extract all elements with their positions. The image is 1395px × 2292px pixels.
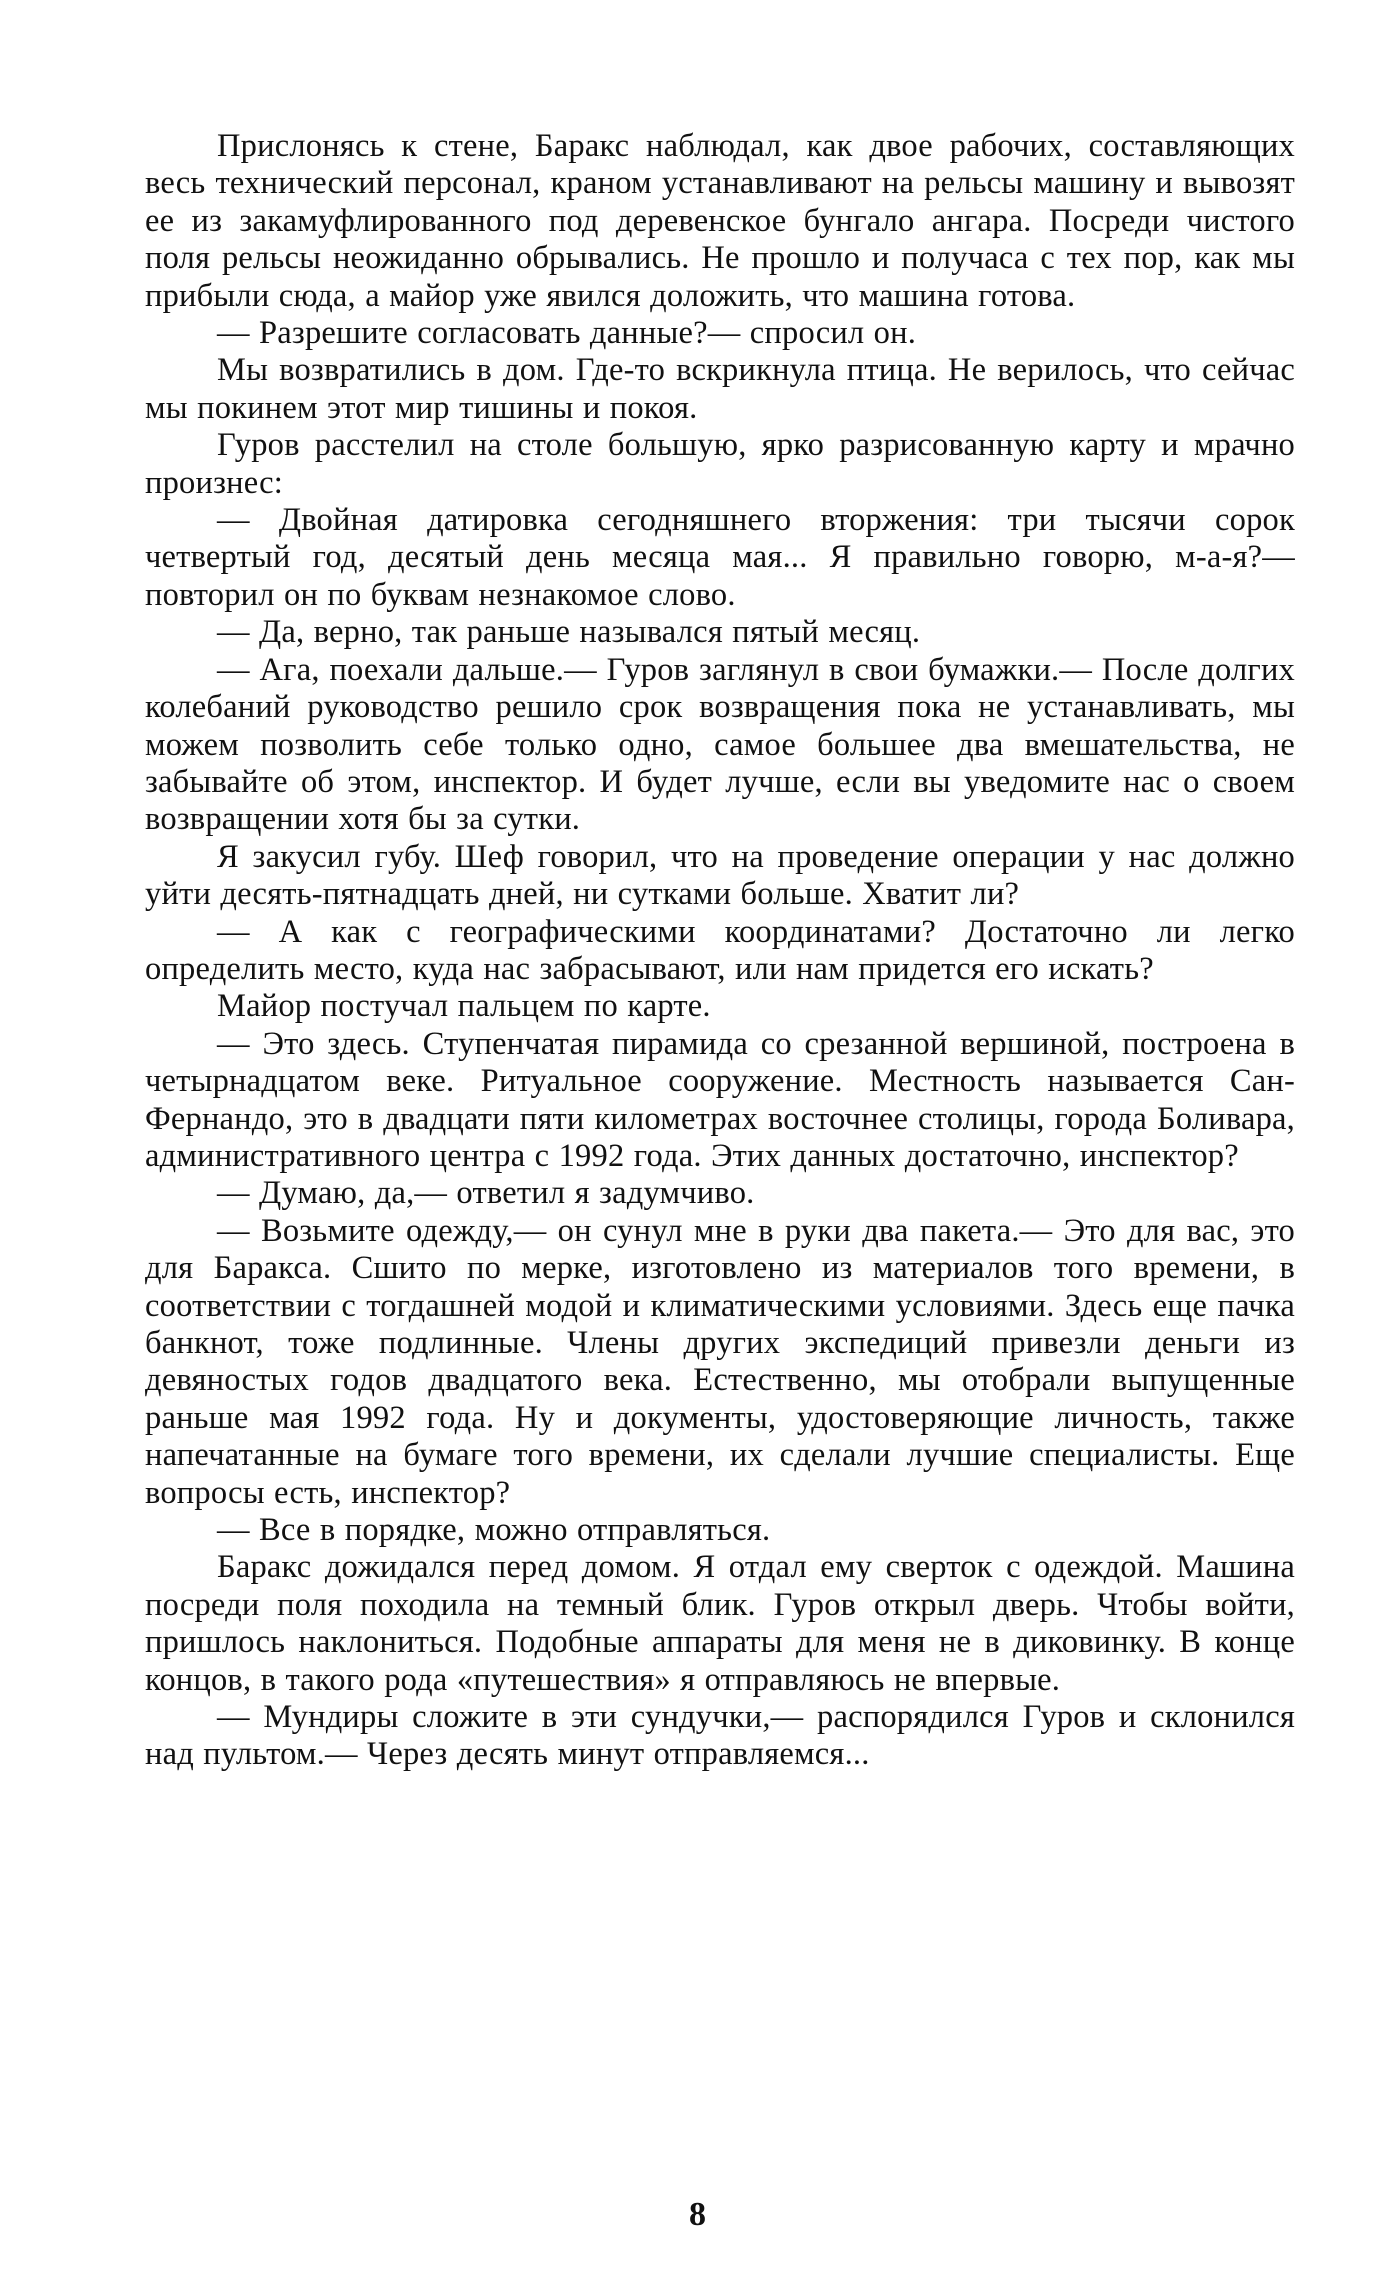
- page-number: 8: [689, 2196, 706, 2233]
- paragraph-16: — Мундиры сложите в эти сундучки,— распорядился Гуров и склонился над пультом.— Через десять минут отправляемся...: [145, 1699, 1295, 1773]
- paragraph-3: Мы возвратились в дом. Где-то вскрикнула птица. Не верилось, что сейчас мы покинем этот мир тишины и покоя.: [145, 352, 1295, 426]
- paragraph-14: — Все в порядке, можно отправляться.: [217, 1512, 771, 1549]
- paragraph-5: — Двойная датировка сегодняшнего вторжения: три тысячи сорок четвертый год, десятый день месяца мая... Я правильно говорю, м-а-я?— повторил он по буквам незнакомое слово.: [145, 502, 1295, 613]
- paragraph-15: Баракс дожидался перед домом. Я отдал ему сверток с одеждой. Машина посреди поля походила на темный блик. Гуров открыл дверь. Чтобы войти, пришлось наклониться. Подобные аппараты для меня не в диковинку. В конце концов, в такого рода «путешествия» я отправляюсь не впервые.: [145, 1549, 1295, 1698]
- paragraph-13: — Возьмите одежду,— он сунул мне в руки два пакета.— Это для вас, это для Баракса. Сшито по мерке, изготовлено из материалов того времени, в соответствии с тогдашней модой и климатическими условиями. Здесь еще пачка банкнот, тоже подлинные. Члены других экспедиций привезли деньги из девяностых годов двадцатого века. Естественно, мы отобрали выпущенные раньше мая 1992 года. Ну и документы, удостоверяющие личность, также напечатанные на бумаге того времени, их сделали лучшие специалисты. Еще вопросы есть, инспектор?: [145, 1212, 1295, 1511]
- paragraph-4: Гуров расстелил на столе большую, ярко разрисованную карту и мрачно произнес:: [145, 427, 1295, 501]
- paragraph-2: — Разрешите согласовать данные?— спросил он.: [217, 315, 917, 352]
- paragraph-6: — Да, верно, так раньше назывался пятый месяц.: [217, 614, 921, 651]
- paragraph-9: — А как с географическими координатами? Достаточно ли легко определить место, куда нас забрасывают, или нам придется его искать?: [145, 913, 1295, 987]
- paragraph-10: Майор постучал пальцем по карте.: [217, 988, 711, 1025]
- paragraph-7: — Ага, поехали дальше.— Гуров заглянул в свои бумажки.— После долгих колебаний руководство решило срок возвращения пока не устанавливать, мы можем позволить себе только одно, самое большее два вмешательства, не забывайте об этом, инспектор. И будет лучше, если вы уведомите нас о своем возвращении хотя бы за сутки.: [145, 651, 1295, 838]
- paragraph-8: Я закусил губу. Шеф говорил, что на проведение операции у нас должно уйти десять-пятнадцать дней, ни сутками больше. Хватит ли?: [145, 838, 1295, 913]
- paragraph-12: — Думаю, да,— ответил я задумчиво.: [217, 1175, 755, 1212]
- paragraph-11: — Это здесь. Ступенчатая пирамида со срезанной вершиной, построена в четырнадцатом веке. Ритуальное сооружение. Местность называется Сан-Фернандо, это в двадцати пяти километрах восточнее столицы, города Боливара, административного центра с 1992 года. Этих данных достаточно, инспектор?: [145, 1025, 1295, 1174]
- page-body: [145, 128, 1295, 1774]
- paragraph-1: Прислонясь к стене, Баракс наблюдал, как двое рабочих, составляющих весь технический персонал, краном устанавливают на рельсы машину и вывозят ее из закамуфлированного под деревенское бунгало ангара. Посреди чистого поля рельсы неожиданно обрывались. Не прошло и получаса с тех пор, как мы прибыли сюда, а майор уже явился доложить, что машина готова.: [145, 128, 1295, 314]
